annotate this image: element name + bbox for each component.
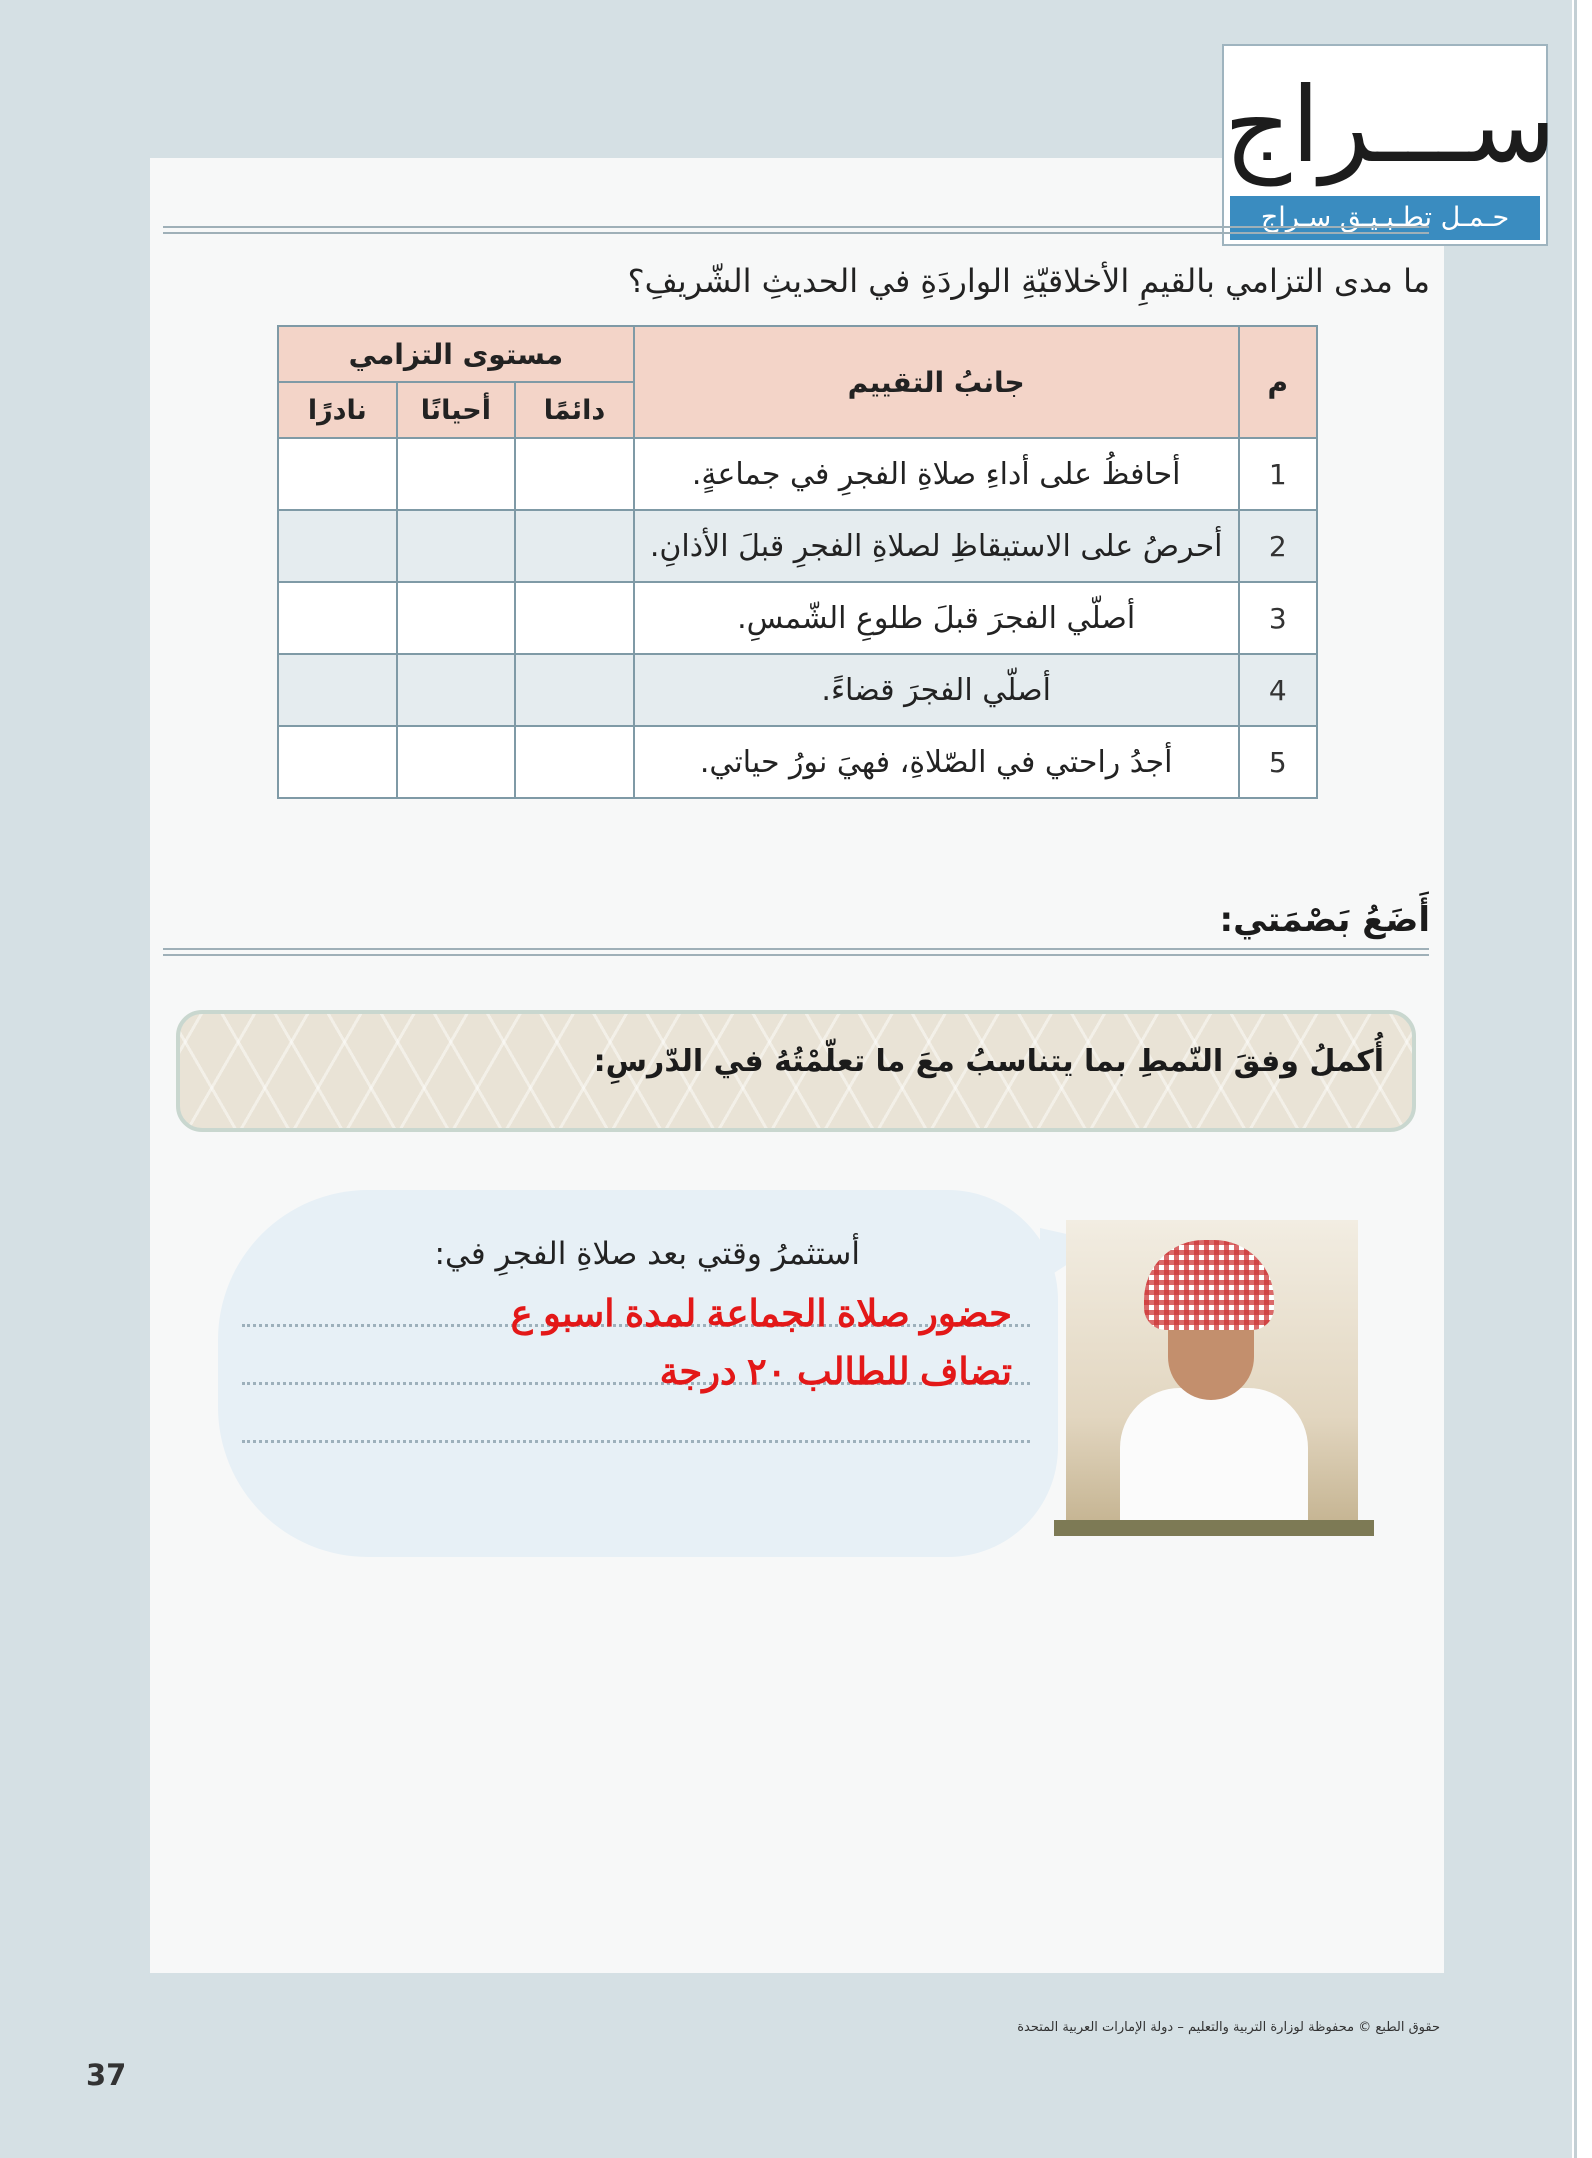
siraj-download-label: حـمـل تطـبـيـق سـراج [1230,196,1540,240]
student-photo [1066,1220,1358,1522]
checkbox-cell[interactable] [278,726,397,798]
question-text: ما مدى التزامي بالقيمِ الأخلاقيّةِ الواردَةِ في الحديثِ الشّريفِ؟ [627,262,1430,300]
level-rarely: نادرًا [278,382,397,438]
table-row [278,438,1317,510]
row-number: 4 [1239,654,1317,726]
table-row [278,654,1317,726]
page-number: 37 [86,2058,127,2092]
column-header-number: م [1239,326,1317,438]
instruction-banner [176,1010,1416,1132]
checkbox-cell[interactable] [397,582,516,654]
copyright-note: حقوق الطبع © محفوظة لوزارة التربية والتعليم – دولة الإمارات العربية المتحدة [1017,2020,1440,2035]
checkbox-cell[interactable] [515,438,634,510]
checkbox-cell[interactable] [278,582,397,654]
row-number: 2 [1239,510,1317,582]
column-header-aspect: جانبُ التقييم [634,326,1239,438]
student-ghutra [1144,1240,1274,1330]
checkbox-cell[interactable] [397,654,516,726]
table-row [278,726,1317,798]
checkbox-cell[interactable] [515,510,634,582]
checkbox-cell[interactable] [515,726,634,798]
student-shirt [1120,1388,1308,1522]
row-number: 5 [1239,726,1317,798]
level-sometimes: أحيانًا [397,382,516,438]
checkbox-cell[interactable] [397,726,516,798]
page-edge [1572,0,1592,2158]
checkbox-cell[interactable] [278,510,397,582]
siraj-wordmark: ســـراج [1224,64,1556,186]
self-assessment-table [277,325,1318,799]
row-aspect: أحافظُ على أداءِ صلاةِ الفجرِ في جماعةٍ. [634,438,1239,510]
section-title: أَضَعُ بَصْمَتي: [1219,900,1430,940]
table-row [278,582,1317,654]
bubble-prompt: أستثمرُ وقتي بعد صلاةِ الفجرِ في: [434,1236,860,1272]
handwritten-answer-line-1: حضور صلاة الجماعة لمدة اسبو ع [510,1293,1012,1334]
checkbox-cell[interactable] [278,438,397,510]
row-number: 1 [1239,438,1317,510]
row-aspect: أصلّي الفجرَ قضاءً. [634,654,1239,726]
column-header-level: مستوى التزامي [278,326,634,382]
divider-section [163,948,1429,956]
answer-line-3[interactable] [242,1440,1030,1443]
checkbox-cell[interactable] [278,654,397,726]
row-number: 3 [1239,582,1317,654]
row-aspect: أجدُ راحتي في الصّلاةِ، فهيَ نورُ حياتي. [634,726,1239,798]
level-always: دائمًا [515,382,634,438]
divider-top [163,226,1429,234]
checkbox-cell[interactable] [397,510,516,582]
checkbox-cell[interactable] [515,582,634,654]
row-aspect: أصلّي الفجرَ قبلَ طلوعِ الشّمسِ. [634,582,1239,654]
siraj-logo[interactable] [1222,44,1556,246]
handwritten-answer-line-2: تضاف للطالب ٢٠ درجة [659,1351,1012,1392]
photo-shelf [1054,1520,1374,1536]
checkbox-cell[interactable] [515,654,634,726]
instruction-text: أُكملُ وفقَ النّمطِ بما يتناسبُ معَ ما تعلّمْتُهُ في الدّرسِ: [593,1044,1384,1079]
row-aspect: أحرصُ على الاستيقاظِ لصلاةِ الفجرِ قبلَ الأذانِ. [634,510,1239,582]
checkbox-cell[interactable] [397,438,516,510]
table-row [278,510,1317,582]
